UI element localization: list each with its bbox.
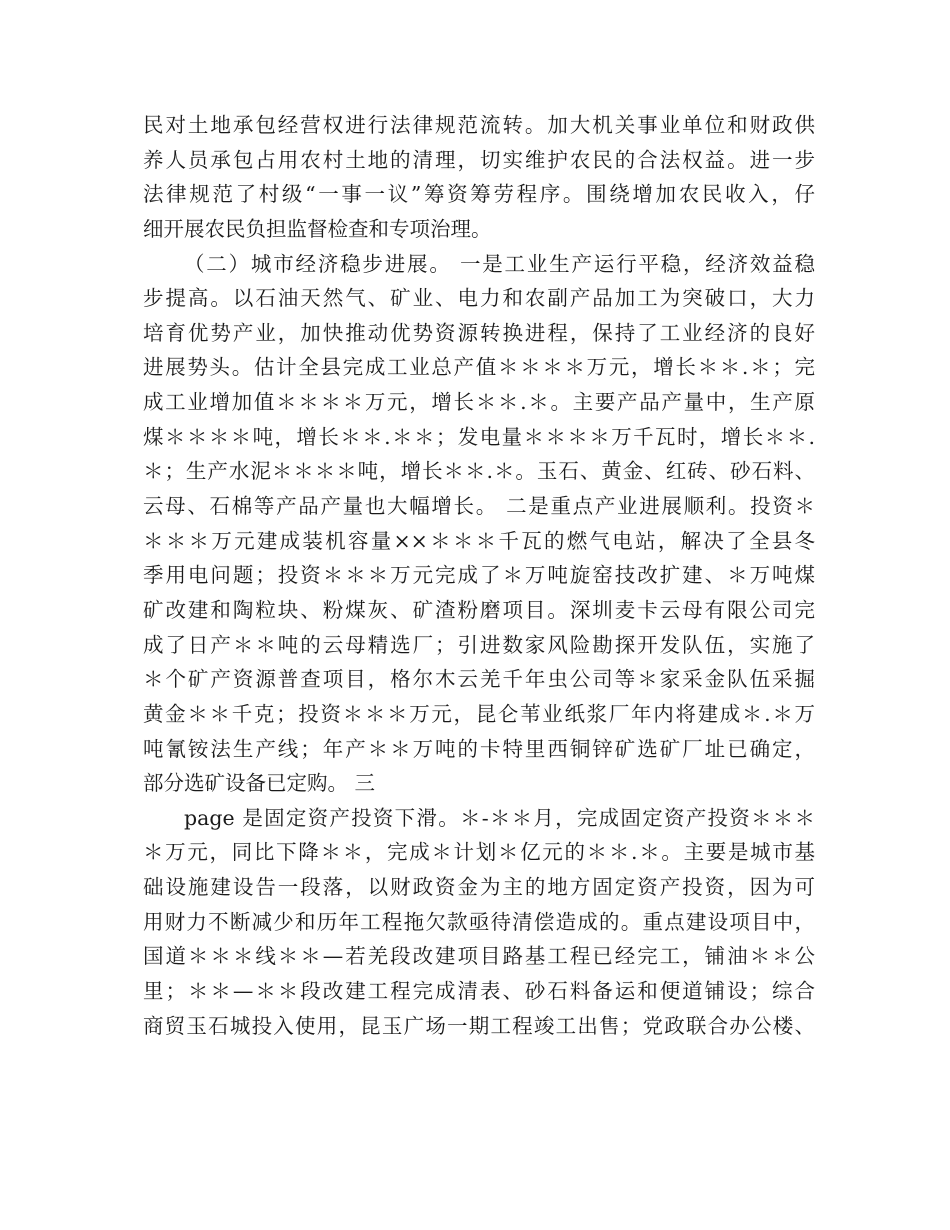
text-line: （二）城市经济稳步进展。 一是工业生产运行平稳，经济效益稳 (184, 251, 815, 276)
text-line: 步提高。以石油天然气、矿业、电力和农副产品加工为突破口，大力 (143, 286, 815, 311)
text-line: 民对土地承包经营权进行法律规范流转。加大机关事业单位和财政供 (143, 113, 815, 137)
text-line: 国道＊＊＊线＊＊—若羌段改建项目路基工程已经完工，铺油＊＊公 (143, 944, 815, 969)
text-line: 部分选矿设备已定购。 三 (143, 771, 376, 796)
text-line: page 是固定资产投资下滑。＊-＊＊月，完成固定资产投资＊＊＊ (184, 805, 815, 830)
text-line: 矿改建和陶粒块、粉煤灰、矿渣粉磨项目。深圳麦卡云母有限公司完 (143, 597, 815, 622)
body-text (143, 108, 815, 1043)
text-line: 商贸玉石城投入使用，昆玉广场一期工程竣工出售；党政联合办公楼、 (143, 1013, 815, 1038)
text-line: 里；＊＊—＊＊段改建工程完成清表、砂石料备运和便道铺设；综合 (143, 979, 815, 1004)
text-line: ＊个矿产资源普查项目，格尔木云羌千年虫公司等＊家采金队伍采掘 (143, 667, 815, 692)
text-line: 黄金＊＊千克；投资＊＊＊万元，昆仑苇业纸浆厂年内将建成＊.＊万 (143, 701, 815, 726)
text-line: 成了日产＊＊吨的云母精选厂；引进数家风险勘探开发队伍，实施了 (143, 632, 815, 657)
text-line: 础设施建设告一段落，以财政资金为主的地方固定资产投资，因为可 (143, 875, 815, 900)
text-line: 法律规范了村级“一事一议”筹资筹劳程序。围绕增加农民收入，仔 (143, 182, 815, 207)
text-line: 进展势头。估计全县完成工业总产值＊＊＊＊万元，增长＊＊.＊；完 (143, 355, 815, 380)
text-line: 用财力不断减少和历年工程拖欠款亟待清偿造成的。重点建设项目中， (143, 909, 815, 934)
text-line: 细开展农民负担监督检查和专项治理。 (143, 216, 492, 241)
text-line: 季用电问题；投资＊＊＊万元完成了＊万吨旋窑技改扩建、＊万吨煤 (143, 563, 815, 588)
text-line: ＊万元，同比下降＊＊，完成＊计划＊亿元的＊＊.＊。主要是城市基 (143, 840, 815, 865)
text-line: 煤＊＊＊＊吨，增长＊＊.＊＊；发电量＊＊＊＊万千瓦时，增长＊＊. (143, 424, 815, 449)
text-line: 成工业增加值＊＊＊＊万元，增长＊＊.＊。主要产品产量中，生产原 (143, 390, 815, 415)
text-line: 养人员承包占用农村土地的清理，切实维护农民的合法权益。进一步 (143, 147, 815, 172)
text-line: 吨氰铵法生产线；年产＊＊万吨的卡特里西铜锌矿选矿厂址已确定， (143, 736, 815, 761)
text-line: ＊；生产水泥＊＊＊＊吨，增长＊＊.＊。玉石、黄金、红砖、砂石料、 (143, 459, 815, 484)
text-line: ＊＊＊万元建成装机容量××＊＊＊千瓦的燃气电站，解决了全县冬 (143, 528, 815, 553)
text-line: 培育优势产业，加快推动优势资源转换进程，保持了工业经济的良好 (143, 320, 815, 345)
text-line: 云母、石棉等产品产量也大幅增长。 二是重点产业进展顺利。投资＊ (143, 494, 815, 519)
